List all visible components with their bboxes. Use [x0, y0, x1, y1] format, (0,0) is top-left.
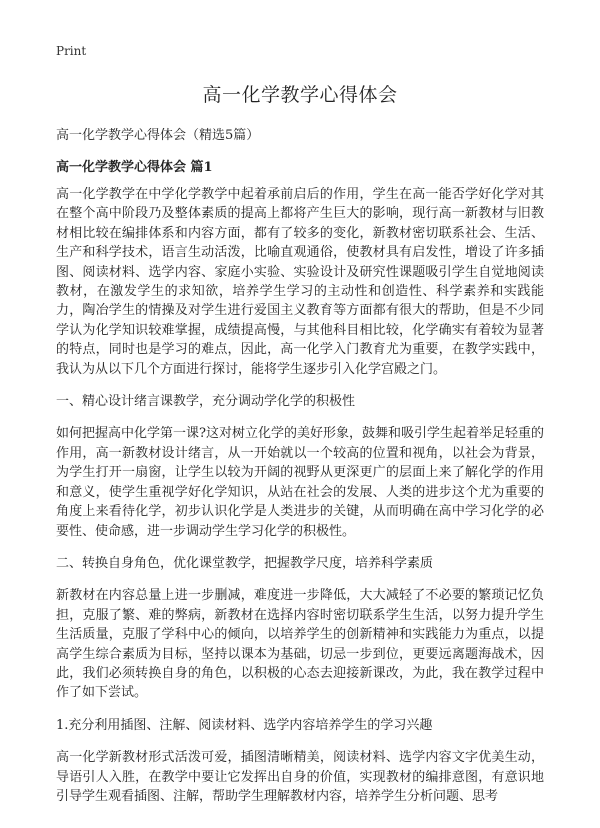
section-title: 高一化学教学心得体会 篇1: [56, 160, 213, 175]
document-subtitle: 高一化学教学心得体会（精选5篇）: [56, 128, 260, 143]
paragraph-first-lesson: 如何把握高中化学第一课?这对树立化学的美好形象，鼓舞和吸引学生起着举足轻重的作用，高一新教材设计绪言，从一开始就以一个较高的位置和视角，以社会为背景，为学生打开一扇窗，让学生以较为开阔的视野从更深更广的层面上来了解化学的作用和意义，使学生重视学好化学知识，从站在社会的发展、人类的进步这个尤为重要的角度上来看待化学，初步认识化学是人类进步的关键，从而明确在高中学习化学的必要性、使命感，进一步调动学生学习化学的积极性。: [56, 426, 544, 539]
subheading-one: 一、精心设计绪言课教学，充分调动学化学的积极性: [56, 394, 356, 410]
subheading-point-one: 1.充分利用插图、注解、阅读材料、选学内容培养学生的学习兴趣: [56, 717, 433, 733]
paragraph-new-textbook: 新教材在内容总量上进一步删减，难度进一步降低，大大减轻了不必要的繁琐记忆负担，克服了繁、难的弊病，新教材在选择内容时密切联系学生生活，以努力提升学生生活质量，克服了学科中心的倾向，以培养学生的创新精神和实践能力为重点，以提高学生综合素质为目标，坚持以课本为基础，切忌一步到位，更要远离题海战术，因此，我们必须转换自身的角色，以积极的心态去迎接新课改，为此，我在教学过程中作了如下尝试。: [56, 588, 544, 701]
document-title: 高一化学教学心得体会: [202, 84, 398, 106]
paragraph-intro: 高一化学教学在中学化学教学中起着承前启后的作用，学生在高一能否学好化学对其在整个高中阶段乃及整体素质的提高上都将产生巨大的影响，现行高一新教材与旧教材相比较在编排体系和内容方面，都有了较多的变化，新教材密切联系社会、生活、生产和科学技术，语言生动活泼，比喻直观通俗，使教材具有启发性，增设了许多插图、阅读材料、选学内容、家庭小实验、实验设计及研究性课题吸引学生自觉地阅读教材，在激发学生的求知欲，培养学生学习的主动性和创造性、科学素养和实践能力，陶冶学生的情操及对学生进行爱国主义教育等方面都有很大的帮助，但是不少同学认为化学知识较难掌握，成绩提高慢，与其他科目相比较，化学确实有着较为显著的特点，同时也是学习的难点，因此，高一化学入门教育尤为重要，在教学实践中，我认为从以下几个方面进行探讨，能将学生逐步引入化学宫殿之门。: [56, 187, 544, 377]
subheading-two: 二、转换自身角色，优化课堂教学，把握教学尺度，培养科学素质: [56, 555, 434, 571]
paragraph-illustrations: 高一化学新教材形式活泼可爱，插图清晰精美，阅读材料、选学内容文字优美生动，导语引人入胜，在教学中要让它发挥出自身的价值，实现教材的编排意图，有意识地引导学生观看插图、注解，帮助学生理解教材内容，培养学生分析问题、思考: [56, 750, 544, 804]
print-link[interactable]: Print: [56, 44, 87, 58]
